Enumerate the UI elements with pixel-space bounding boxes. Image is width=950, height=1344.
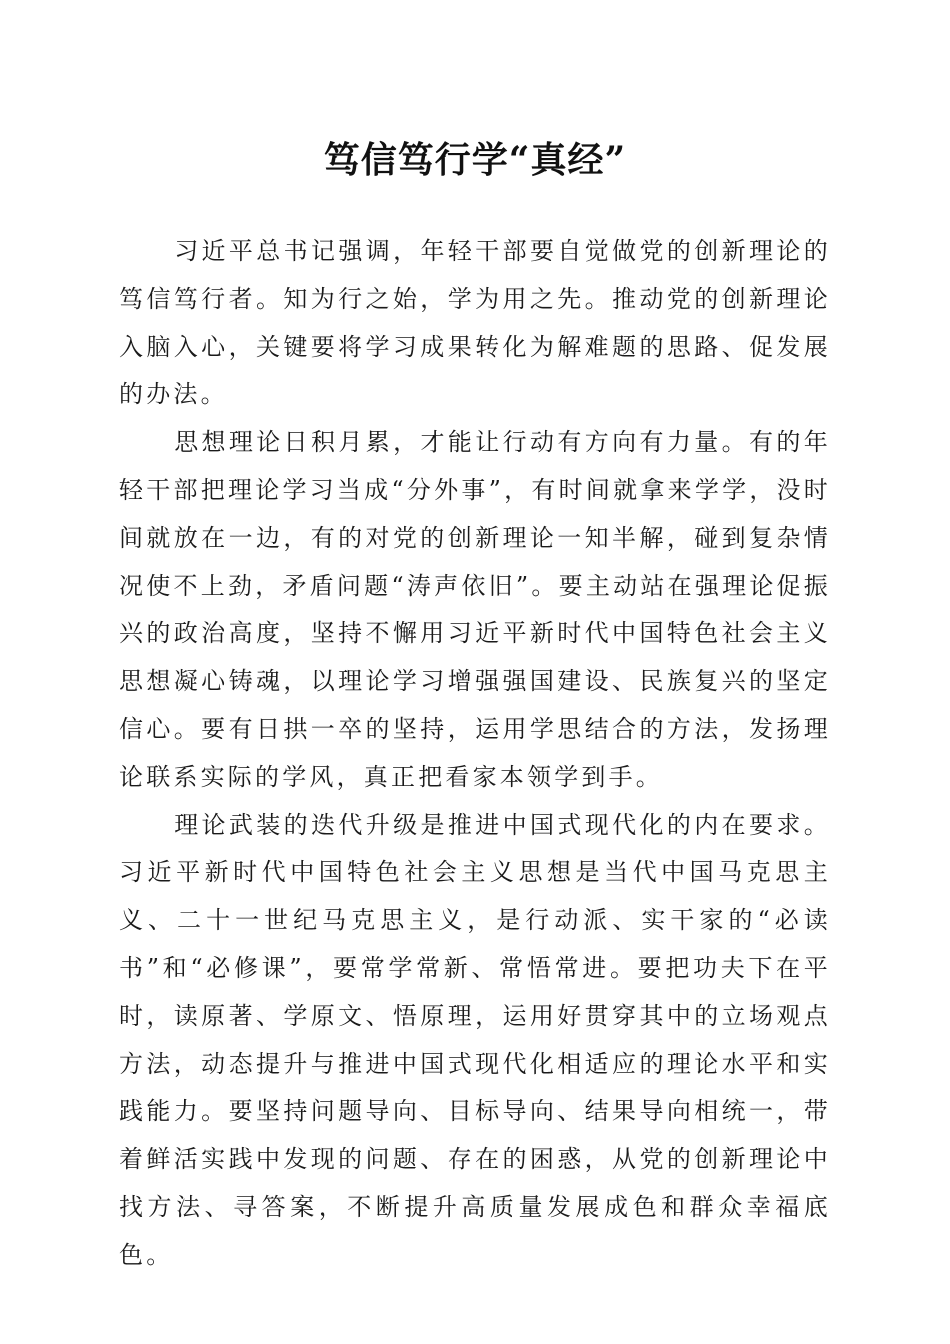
paragraph: 理论武装的迭代升级是推进中国式现代化的内在要求。习近平新时代中国特色社会主义思想是当代中国马克思主义、二十一世纪马克思主义，是行动派、实干家的“必读书”和“必修课”，要常学常新、常悟常进。要把功夫下在平时，读原著、学原文、悟原理，运用好贯穿其中的立场观点方法，动态提升与推进中国式现代化相适应的理论水平和实践能力。要坚持问题导向、目标导向、结果导向相统一，带着鲜活实践中发现的问题、存在的困惑，从党的创新理论中找方法、寻答案，不断提升高质量发展成色和群众幸福底色。 <box>119 810 831 1269</box>
document-title: 笃信笃行学“真经” <box>323 139 627 181</box>
paragraph: 思想理论日积月累，才能让行动有方向有力量。有的年轻干部把理论学习当成“分外事”，有时间就拿来学学，没时间就放在一边，有的对党的创新理论一知半解，碰到复杂情况使不上劲，矛盾问题“涛声依旧”。要主动站在强理论促振兴的政治高度，坚持不懈用习近平新时代中国特色社会主义思想凝心铸魂，以理论学习增强强国建设、民族复兴的坚定信心。要有日拱一卒的坚持，运用学思结合的方法，发扬理论联系实际的学风，真正把看家本领学到手。 <box>119 428 831 791</box>
paragraph: 习近平总书记强调，年轻干部要自觉做党的创新理论的笃信笃行者。知为行之始，学为用之先。推动党的创新理论入脑入心，关键要将学习成果转化为解难题的思路、促发展的办法。 <box>119 237 831 409</box>
document-body <box>119 228 831 1280</box>
